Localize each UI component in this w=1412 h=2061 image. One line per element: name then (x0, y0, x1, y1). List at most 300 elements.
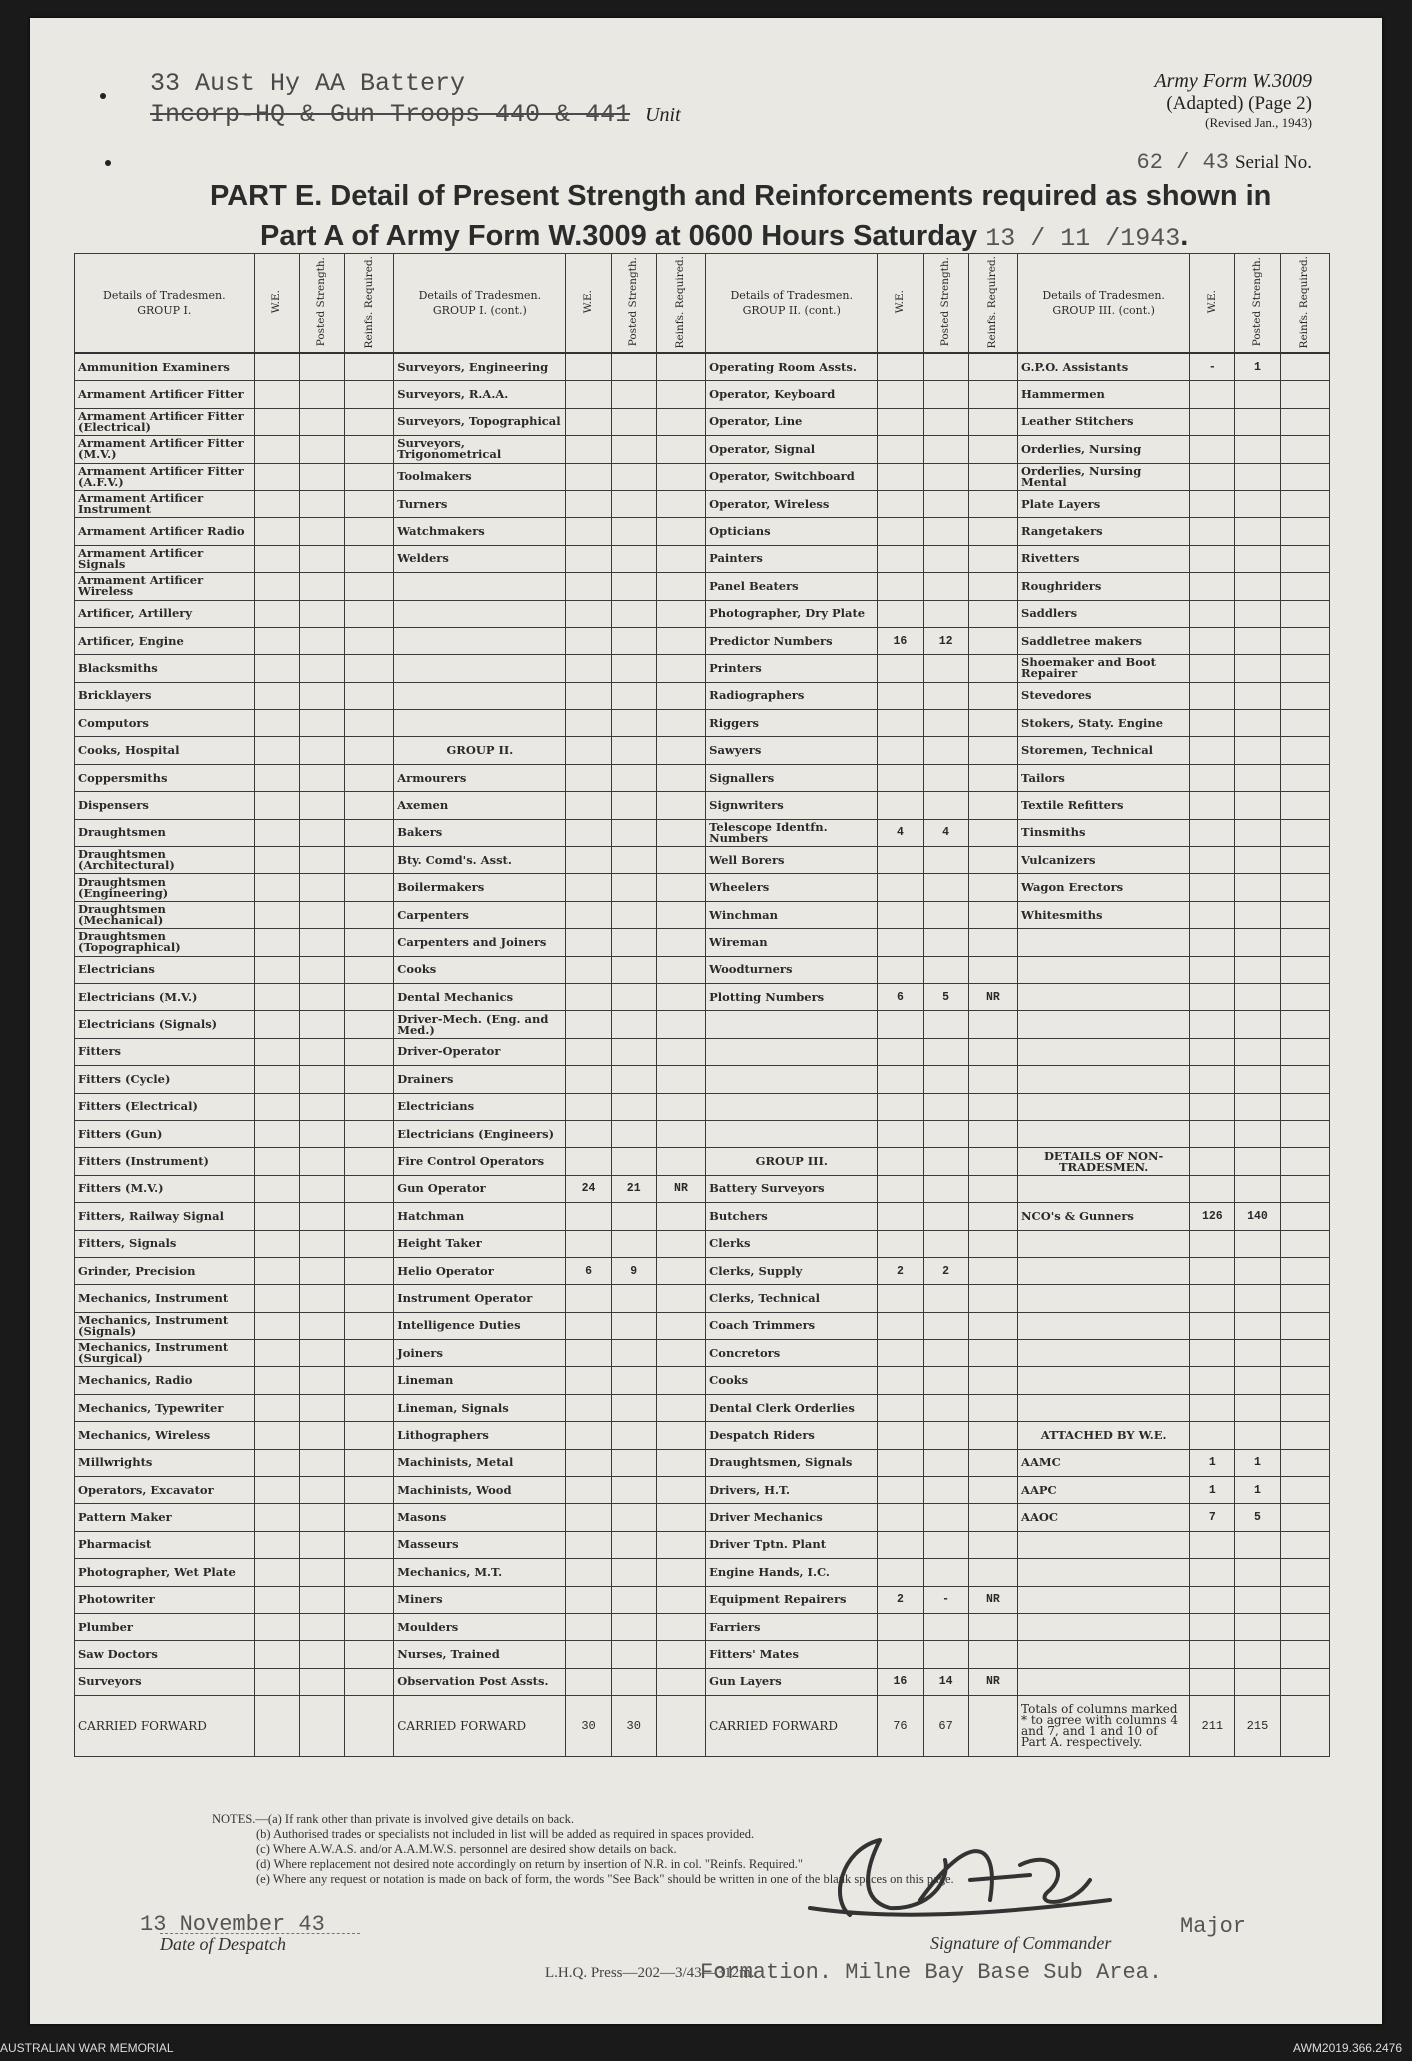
posted-cell (299, 1641, 344, 1668)
title-end: . (1180, 220, 1189, 252)
tradesman-label: Mechanics, Radio (75, 1367, 255, 1394)
tradesman-label: Armament Artificer Fitter (75, 381, 255, 408)
tradesman-label (394, 655, 566, 682)
tradesman-label: Masseurs (394, 1531, 566, 1558)
we-cell (566, 518, 611, 545)
reinfs-cell (1280, 573, 1329, 600)
reinfs-cell (344, 463, 393, 490)
posted-cell (1235, 573, 1280, 600)
we-cell (878, 1531, 923, 1558)
tradesman-label: Electricians (M.V.) (75, 983, 255, 1010)
reinfs-cell (656, 545, 705, 572)
we-cell (566, 847, 611, 874)
we-cell (878, 518, 923, 545)
reinfs-cell (344, 1257, 393, 1284)
we-cell (566, 710, 611, 737)
unit-block (150, 68, 681, 131)
header-we-label: W.E. (893, 290, 906, 314)
tradesman-label (706, 1038, 878, 1065)
tradesman-label: Saw Doctors (75, 1641, 255, 1668)
table-row (75, 1175, 1330, 1202)
we-cell (878, 792, 923, 819)
reinfs-cell (656, 1340, 705, 1367)
table-row (75, 983, 1330, 1010)
reinfs-cell (656, 1066, 705, 1093)
posted-cell (1235, 1367, 1280, 1394)
we-cell (254, 463, 299, 490)
we-cell (878, 901, 923, 928)
tradesman-label: Operating Room Assts. (706, 353, 878, 381)
we-cell (566, 1038, 611, 1065)
header-reinfs (1280, 254, 1329, 354)
tradesman-label: DETAILS OF NON-TRADESMEN. (1018, 1148, 1190, 1175)
reinfs-cell (344, 1148, 393, 1175)
tradesman-label: CARRIED FORWARD (706, 1696, 878, 1757)
we-cell (878, 1559, 923, 1586)
tradesman-label: Electricians (75, 956, 255, 983)
posted-cell (1235, 1613, 1280, 1640)
reinfs-cell (1280, 764, 1329, 791)
reinfs-cell (968, 518, 1017, 545)
posted-cell (299, 819, 344, 846)
we-cell (566, 1449, 611, 1476)
table-row (75, 764, 1330, 791)
we-cell (878, 929, 923, 956)
reinfs-cell (656, 1120, 705, 1147)
reinfs-cell (968, 792, 1017, 819)
tradesman-label: Farriers (706, 1613, 878, 1640)
reinfs-cell (344, 1230, 393, 1257)
reinfs-cell (968, 1449, 1017, 1476)
tradesman-label: Machinists, Metal (394, 1449, 566, 1476)
posted-cell (1235, 408, 1280, 435)
we-cell (254, 600, 299, 627)
tradesman-label (1018, 1038, 1190, 1065)
tradesman-label: Orderlies, Nursing (1018, 436, 1190, 463)
we-cell (1190, 682, 1235, 709)
posted-cell (299, 655, 344, 682)
reinfs-cell (968, 1641, 1017, 1668)
posted-cell (611, 1285, 656, 1312)
we-cell (878, 1394, 923, 1421)
tradesman-label (706, 1011, 878, 1038)
posted-cell (299, 1449, 344, 1476)
reinfs-cell (968, 353, 1017, 381)
tradesman-label: Fitters (Gun) (75, 1120, 255, 1147)
tradesman-label: Photographer, Dry Plate (706, 600, 878, 627)
we-cell (878, 573, 923, 600)
reinfs-cell (656, 1367, 705, 1394)
reinfs-cell (968, 436, 1017, 463)
we-cell: 6 (566, 1257, 611, 1284)
posted-cell (923, 847, 968, 874)
posted-cell (611, 847, 656, 874)
we-cell (566, 1559, 611, 1586)
tradesman-label: Coppersmiths (75, 764, 255, 791)
we-cell (254, 1120, 299, 1147)
group-header (706, 254, 878, 354)
posted-cell (611, 956, 656, 983)
tradesman-label: G.P.O. Assistants (1018, 353, 1190, 381)
carried-forward-row (75, 1696, 1330, 1757)
we-cell (566, 573, 611, 600)
header-we (566, 254, 611, 354)
we-cell (566, 1203, 611, 1230)
reinfs-cell (1280, 1613, 1329, 1640)
we-cell (254, 655, 299, 682)
we-cell (1190, 545, 1235, 572)
tradesman-label: Painters (706, 545, 878, 572)
header-posted (923, 254, 968, 354)
tradesman-label: Surveyors, Topographical (394, 408, 566, 435)
we-cell (878, 1477, 923, 1504)
we-cell (1190, 847, 1235, 874)
tradesman-label: Masons (394, 1504, 566, 1531)
we-cell (254, 436, 299, 463)
we-cell (1190, 1066, 1235, 1093)
posted-cell (611, 1038, 656, 1065)
posted-cell (611, 381, 656, 408)
reinfs-cell (344, 436, 393, 463)
posted-cell (611, 463, 656, 490)
reinfs-cell (1280, 1504, 1329, 1531)
we-cell (566, 381, 611, 408)
tradesman-label: Operator, Wireless (706, 490, 878, 517)
posted-cell (1235, 1148, 1280, 1175)
posted-cell (299, 792, 344, 819)
we-cell (566, 600, 611, 627)
reinfs-cell (1280, 408, 1329, 435)
tradesman-label: Storemen, Technical (1018, 737, 1190, 764)
we-cell (254, 1531, 299, 1558)
posted-cell (923, 1285, 968, 1312)
tradesman-label: Computors (75, 710, 255, 737)
reinfs-cell: NR (656, 1175, 705, 1202)
reinfs-cell (656, 983, 705, 1010)
tradesman-label: Armourers (394, 764, 566, 791)
posted-cell (923, 1449, 968, 1476)
reinfs-cell (656, 901, 705, 928)
posted-cell: 1 (1235, 353, 1280, 381)
we-cell: 6 (878, 983, 923, 1010)
reinfs-cell (344, 1449, 393, 1476)
tradesman-label: AAMC (1018, 1449, 1190, 1476)
table-row (75, 1586, 1330, 1613)
posted-cell (923, 682, 968, 709)
posted-cell (1235, 1531, 1280, 1558)
we-cell (1190, 929, 1235, 956)
we-cell (254, 1586, 299, 1613)
tradesman-label: Fire Control Operators (394, 1148, 566, 1175)
posted-cell: 215 (1235, 1696, 1280, 1757)
group-header (394, 254, 566, 354)
tradesman-label: Surveyors, R.A.A. (394, 381, 566, 408)
we-cell (1190, 956, 1235, 983)
posted-cell (923, 792, 968, 819)
we-cell (566, 1367, 611, 1394)
reinfs-cell (344, 1668, 393, 1695)
tradesman-label (1018, 1668, 1190, 1695)
archive-credit: AUSTRALIAN WAR MEMORIAL (0, 2041, 174, 2055)
reinfs-cell (1280, 847, 1329, 874)
table-row (75, 1668, 1330, 1695)
posted-cell (1235, 545, 1280, 572)
tradesman-label: Totals of columns marked * to agree with columns 4 and 7, and 1 and 10 of Part A. respectively. (1018, 1696, 1190, 1757)
posted-cell (923, 764, 968, 791)
tradesman-label (1018, 1175, 1190, 1202)
we-cell (254, 1038, 299, 1065)
tradesman-label: Plumber (75, 1613, 255, 1640)
reinfs-cell (656, 874, 705, 901)
reinfs-cell (656, 436, 705, 463)
tradesman-label (1018, 983, 1190, 1010)
reinfs-cell (968, 1175, 1017, 1202)
we-cell: 16 (878, 1668, 923, 1695)
punch-mark (100, 93, 106, 99)
reinfs-cell (1280, 545, 1329, 572)
posted-cell (299, 710, 344, 737)
reinfs-cell (344, 682, 393, 709)
posted-cell (923, 1038, 968, 1065)
reinfs-cell (1280, 1175, 1329, 1202)
commander-signature (770, 1820, 1130, 1930)
tradesman-label: Photographer, Wet Plate (75, 1559, 255, 1586)
tradesman-label: Bty. Comd's. Asst. (394, 847, 566, 874)
we-cell (566, 1093, 611, 1120)
table-row (75, 682, 1330, 709)
posted-cell (611, 682, 656, 709)
we-cell (566, 1504, 611, 1531)
reinfs-cell (344, 710, 393, 737)
posted-cell (923, 710, 968, 737)
tradesman-label: Armament Artificer Instrument (75, 490, 255, 517)
reinfs-cell (968, 1038, 1017, 1065)
posted-cell (1235, 901, 1280, 928)
posted-cell (1235, 1120, 1280, 1147)
tradesman-label (394, 573, 566, 600)
posted-cell (1235, 600, 1280, 627)
posted-cell (299, 518, 344, 545)
reinfs-cell (968, 1011, 1017, 1038)
reinfs-cell (656, 929, 705, 956)
posted-cell (611, 1340, 656, 1367)
we-cell (1190, 1175, 1235, 1202)
we-cell: 30 (566, 1696, 611, 1757)
posted-cell (611, 1230, 656, 1257)
posted-cell (1235, 381, 1280, 408)
we-cell (878, 463, 923, 490)
posted-cell (299, 1422, 344, 1449)
tradesman-label (1018, 1093, 1190, 1120)
header-we (254, 254, 299, 354)
reinfs-cell (344, 381, 393, 408)
tradesman-label: Sawyers (706, 737, 878, 764)
reinfs-cell (344, 518, 393, 545)
tradesman-label: Opticians (706, 518, 878, 545)
tradesman-label: Blacksmiths (75, 655, 255, 682)
tradesman-label: Pattern Maker (75, 1504, 255, 1531)
we-cell (1190, 901, 1235, 928)
reinfs-cell (968, 1613, 1017, 1640)
reinfs-cell (344, 1312, 393, 1339)
reinfs-cell (344, 1066, 393, 1093)
table-row (75, 545, 1330, 572)
we-cell (254, 956, 299, 983)
title-text: Part A of Army Form W.3009 at 0600 Hours Saturday (260, 220, 978, 252)
reinfs-cell (968, 1230, 1017, 1257)
form-adapted: (Adapted) (Page 2) (1166, 93, 1312, 114)
posted-cell (299, 600, 344, 627)
posted-cell: - (923, 1586, 968, 1613)
tradesman-label: Watchmakers (394, 518, 566, 545)
posted-cell (299, 1312, 344, 1339)
reinfs-cell (656, 1285, 705, 1312)
table-row (75, 929, 1330, 956)
table-row (75, 1449, 1330, 1476)
tradesman-label: Dispensers (75, 792, 255, 819)
we-cell: 7 (1190, 1504, 1235, 1531)
we-cell: - (1190, 353, 1235, 381)
tradesman-label: Operator, Line (706, 408, 878, 435)
tradesman-label (1018, 1531, 1190, 1558)
tradesman-label: Artificer, Engine (75, 627, 255, 654)
reinfs-cell (344, 956, 393, 983)
reinfs-cell (344, 353, 393, 381)
table-row (75, 847, 1330, 874)
posted-cell (299, 1477, 344, 1504)
posted-cell (923, 518, 968, 545)
tradesman-label: Driver-Operator (394, 1038, 566, 1065)
form-revised: (Revised Jan., 1943) (1205, 115, 1312, 130)
tradesman-label: Panel Beaters (706, 573, 878, 600)
table-row (75, 737, 1330, 764)
we-cell (254, 1559, 299, 1586)
we-cell (878, 655, 923, 682)
posted-cell (299, 463, 344, 490)
tradesman-label: Pharmacist (75, 1531, 255, 1558)
posted-cell (923, 600, 968, 627)
reinfs-cell (968, 682, 1017, 709)
we-cell (1190, 819, 1235, 846)
header-reinfs (968, 254, 1017, 354)
header-posted (611, 254, 656, 354)
we-cell (254, 1504, 299, 1531)
commander-rank: Major (1180, 1914, 1247, 1939)
reinfs-cell (656, 710, 705, 737)
posted-cell (299, 1175, 344, 1202)
reinfs-cell (344, 819, 393, 846)
we-cell (254, 819, 299, 846)
tradesman-label: Equipment Repairers (706, 1586, 878, 1613)
tradesman-label: Bakers (394, 819, 566, 846)
tradesman-label: Tinsmiths (1018, 819, 1190, 846)
posted-cell (611, 1148, 656, 1175)
tradesman-label: Telescope Identfn. Numbers (706, 819, 878, 846)
posted-cell (923, 1367, 968, 1394)
note-line: NOTES.—(a) If rank other than private is involved give details on back. (212, 1812, 575, 1826)
reinfs-cell (344, 1340, 393, 1367)
reinfs-cell: NR (968, 1668, 1017, 1695)
posted-cell (299, 1531, 344, 1558)
header-reinfs-label: Reinfs. Required. (1298, 255, 1311, 349)
we-cell (1190, 573, 1235, 600)
we-cell (878, 436, 923, 463)
we-cell (878, 1066, 923, 1093)
reinfs-cell (1280, 1367, 1329, 1394)
posted-cell (611, 1120, 656, 1147)
posted-cell (299, 1559, 344, 1586)
tradesman-label (706, 1120, 878, 1147)
we-cell (566, 819, 611, 846)
tradesman-label: Artificer, Artillery (75, 600, 255, 627)
tradesman-label: Driver-Mech. (Eng. and Med.) (394, 1011, 566, 1038)
reinfs-cell (344, 1559, 393, 1586)
table-row (75, 381, 1330, 408)
table-row (75, 1504, 1330, 1531)
tradesman-label: Cooks (706, 1367, 878, 1394)
we-cell (878, 682, 923, 709)
we-cell (1190, 1011, 1235, 1038)
posted-cell (1235, 1340, 1280, 1367)
tradesman-label (1018, 1367, 1190, 1394)
title-date: 13 / 11 /1943 (985, 224, 1181, 253)
we-cell (1190, 655, 1235, 682)
table-row (75, 1422, 1330, 1449)
note-line: (e) Where any request or notation is made on back of form, the words "See Back" should be written in one of the blank spaces on this page. (256, 1872, 954, 1886)
tradesman-label: Joiners (394, 1340, 566, 1367)
reinfs-cell (1280, 518, 1329, 545)
reinfs-cell (344, 1477, 393, 1504)
tradesman-label (1018, 929, 1190, 956)
reinfs-cell (344, 490, 393, 517)
reinfs-cell (1280, 1203, 1329, 1230)
table-row (75, 1203, 1330, 1230)
tradesman-label: Fitters (75, 1038, 255, 1065)
reinfs-cell (656, 682, 705, 709)
we-cell (254, 408, 299, 435)
posted-cell (923, 1504, 968, 1531)
posted-cell (1235, 1559, 1280, 1586)
reinfs-cell (1280, 1641, 1329, 1668)
posted-cell (923, 463, 968, 490)
posted-cell: 1 (1235, 1449, 1280, 1476)
reinfs-cell (968, 1203, 1017, 1230)
unit-struck: Incorp-HQ & Gun Troops 440 & 441 (150, 100, 631, 129)
reinfs-cell (968, 874, 1017, 901)
reinfs-cell (656, 1696, 705, 1757)
posted-cell (299, 956, 344, 983)
table-row (75, 792, 1330, 819)
table-row (75, 463, 1330, 490)
reinfs-cell (968, 1340, 1017, 1367)
tradesman-label: Armament Artificer Fitter (Electrical) (75, 408, 255, 435)
posted-cell (1235, 627, 1280, 654)
tradesman-label: Armament Artificer Wireless (75, 573, 255, 600)
despatch-date: 13 November 43 (140, 1912, 325, 1937)
we-cell (254, 353, 299, 381)
table-row (75, 1312, 1330, 1339)
reinfs-cell (1280, 655, 1329, 682)
tradesman-label: Plate Layers (1018, 490, 1190, 517)
posted-cell (611, 490, 656, 517)
tradesman-label: Operator, Keyboard (706, 381, 878, 408)
posted-cell (923, 1066, 968, 1093)
posted-cell (299, 1093, 344, 1120)
table-row (75, 1641, 1330, 1668)
we-cell (254, 1066, 299, 1093)
reinfs-cell (656, 1203, 705, 1230)
we-cell (878, 1312, 923, 1339)
